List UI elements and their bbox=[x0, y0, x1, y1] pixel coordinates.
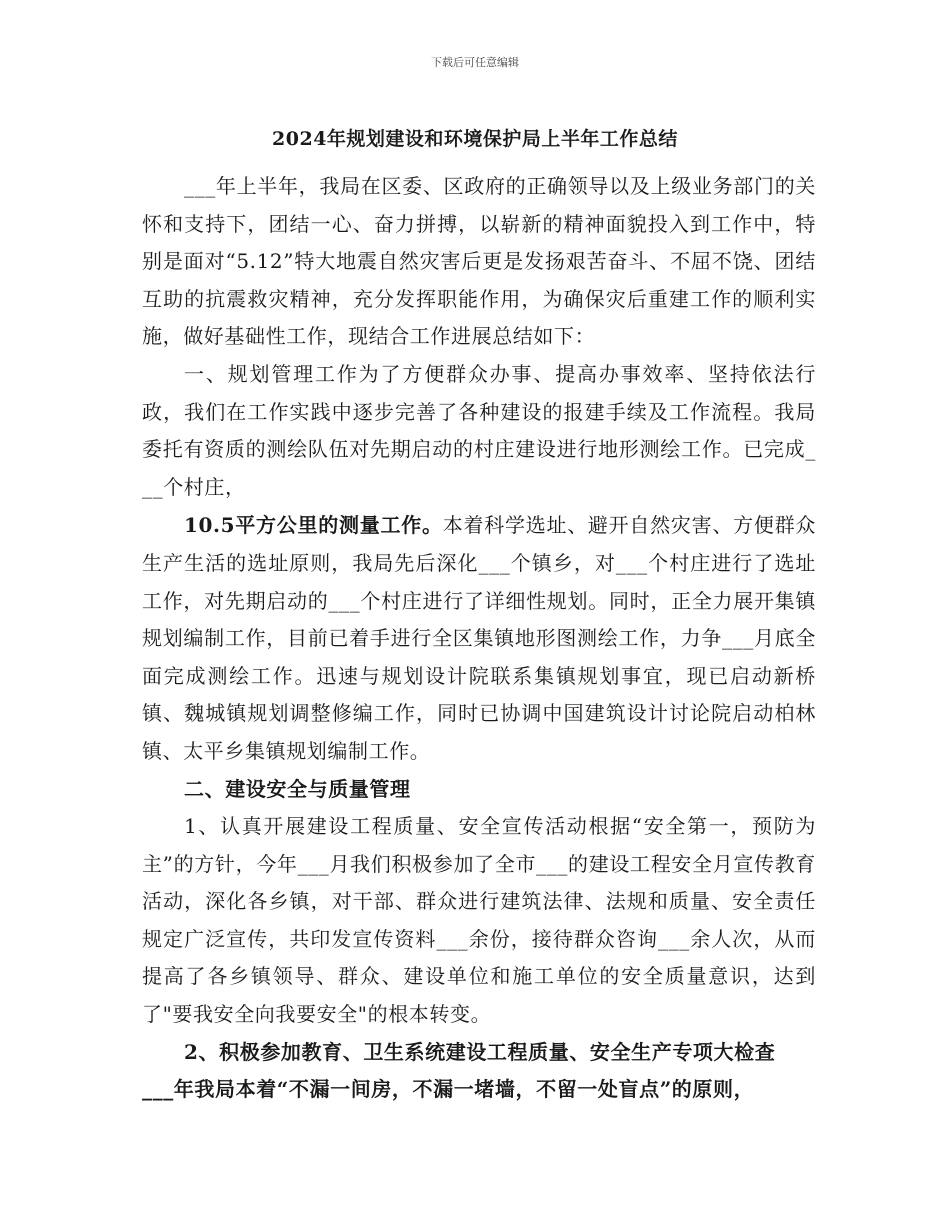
document-title: 2024年规划建设和环境保护局上半年工作总结 bbox=[272, 128, 678, 150]
document-body bbox=[142, 168, 816, 1109]
paragraph-inspection-principle: ___年我局本着“不漏一间房，不漏一堵墙，不留一处盲点”的原则， bbox=[142, 1077, 755, 1102]
section-heading-safety: 二、建设安全与质量管理 bbox=[184, 776, 411, 801]
header-note: 下载后可任意编辑 bbox=[431, 56, 519, 69]
survey-lead-text: 10.5平方公里的测量工作。 bbox=[184, 513, 443, 538]
paragraph-survey bbox=[142, 507, 816, 770]
paragraph-planning: 一、规划管理工作为了方便群众办事、提高办事效率、坚持依法行政，我们在工作实践中逐步完善了各种建设的报建手续及工作流程。我局委托有资质的测绘队伍对先期启动的村庄建设进行地形测绘工作。已完成___个村庄， bbox=[142, 361, 816, 499]
paragraph-intro: ___年上半年，我局在区委、区政府的正确领导以及上级业务部门的关怀和支持下，团结一心、奋力拼搏，以崭新的精神面貌投入到工作中，特别是面对“5.12”特大地震自然灾害后更是发扬艰苦奋斗、不屈不饶、团结互助的抗震救灾精神，充分发挥职能作用，为确保灾后重建工作的顺利实施，做好基础性工作，现结合工作进展总结如下： bbox=[142, 174, 816, 349]
paragraph-safety-publicity: 1、认真开展建设工程质量、安全宣传活动根据“安全第一，预防为主”的方针，今年___月我们积极参加了全市___的建设工程安全月宣传教育活动，深化各乡镇，对干部、群众进行建筑法律、法规和质量、安全责任规定广泛宣传，共印发宣传资料___余份，接待群众咨询___余人次，从而提高了各乡镇领导、群众、建设单位和施工单位的安全质量意识，达到了"要我安全向我要安全"的根本转变。 bbox=[142, 814, 816, 1027]
paragraph-inspection-heading: 2、积极参加教育、卫生系统建设工程质量、安全生产专项大检查 bbox=[184, 1039, 776, 1064]
survey-rest-text: 本着科学选址、避开自然灾害、方便群众生产生活的选址原则，我局先后深化___个镇乡，对___个村庄进行了选址工作，对先期启动的___个村庄进行了详细性规划。同时，正全力展开集镇规划编制工作，目前已着手进行全区集镇地形图测绘工作，力争___月底全面完成测绘工作。迅速与规划设计院联系集镇规划事宜，现已启动新桥镇、魏城镇规划调整修编工作，同时已协调中国建筑设计讨论院启动柏林镇、太平乡集镇规划编制工作。 bbox=[142, 513, 816, 763]
